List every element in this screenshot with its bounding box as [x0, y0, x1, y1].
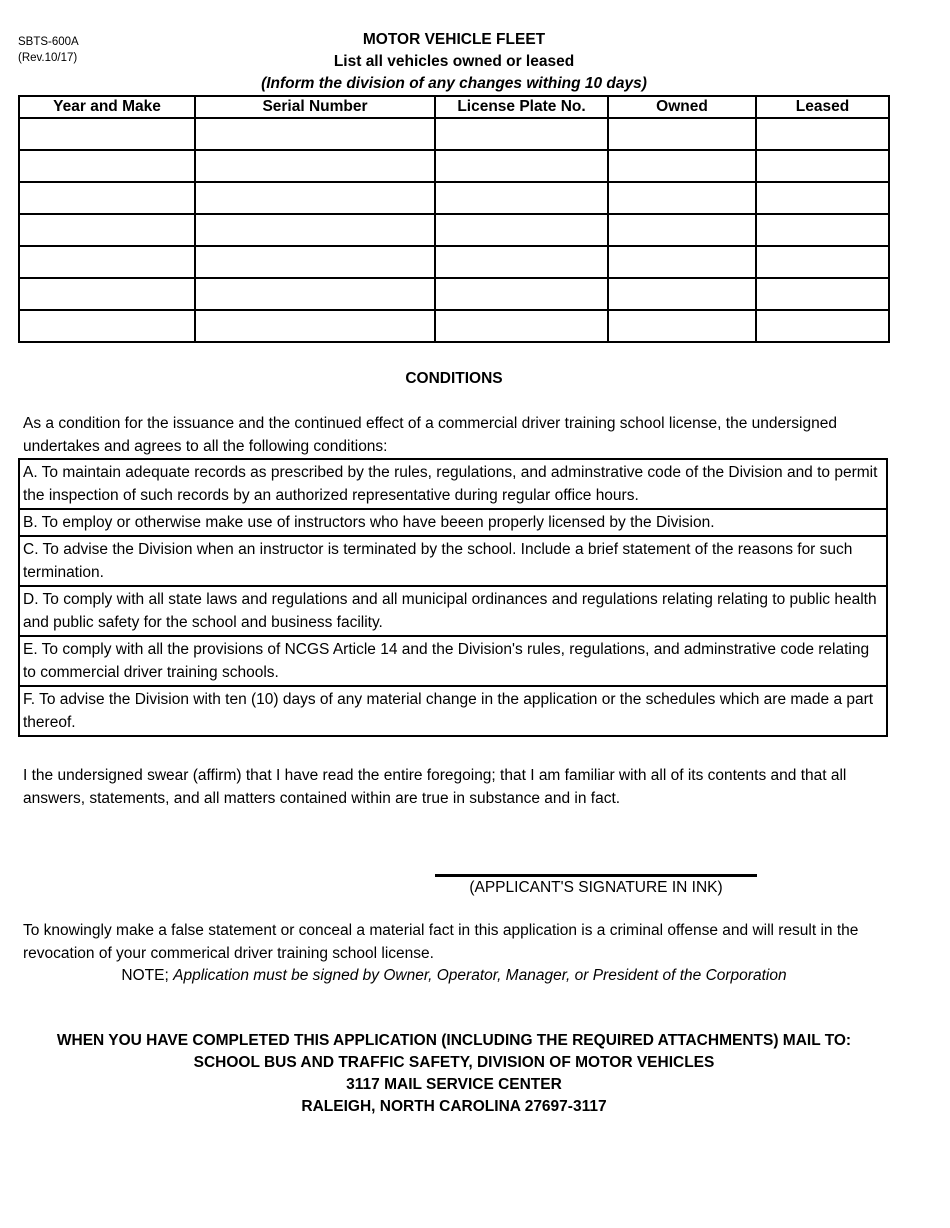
- warning-text: To knowingly make a false statement or conceal a material fact in this application is a criminal offense and will result in the revocation of your commerical driver training school license.: [23, 922, 859, 962]
- column-header-serial-number: Serial Number: [195, 96, 435, 118]
- condition-b: B. To employ or otherwise make use of instructors who have beeen properly licensed by the Division.: [20, 510, 886, 537]
- condition-d: D. To comply with all state laws and regulations and all municipal ordinances and regulations relating relating to public health and public safety for the school and business facility.: [20, 587, 886, 637]
- mailing-instruction: WHEN YOU HAVE COMPLETED THIS APPLICATION (INCLUDING THE REQUIRED ATTACHMENTS) MAIL TO:: [56, 1032, 852, 1049]
- cell-serial-number[interactable]: [195, 182, 435, 214]
- vehicle-fleet-table: [18, 95, 890, 343]
- cell-license-plate[interactable]: [435, 278, 608, 310]
- cell-year-make[interactable]: [19, 246, 195, 278]
- cell-serial-number[interactable]: [195, 310, 435, 342]
- cell-serial-number[interactable]: [195, 278, 435, 310]
- note-prefix: NOTE;: [121, 967, 169, 984]
- condition-c: C. To advise the Division when an instructor is terminated by the school. Include a brief statement of the reasons for such termination.: [20, 537, 886, 587]
- cell-owned[interactable]: [608, 214, 756, 246]
- note-text: Application must be signed by Owner, Operator, Manager, or President of the Corporation: [173, 967, 787, 984]
- table-header-row: [19, 96, 889, 118]
- cell-serial-number[interactable]: [195, 118, 435, 150]
- cell-owned[interactable]: [608, 118, 756, 150]
- cell-owned[interactable]: [608, 246, 756, 278]
- conditions-list: [18, 458, 888, 737]
- column-header-year-make: Year and Make: [19, 96, 195, 118]
- cell-owned[interactable]: [608, 182, 756, 214]
- cell-year-make[interactable]: [19, 278, 195, 310]
- cell-owned[interactable]: [608, 310, 756, 342]
- condition-f: F. To advise the Division with ten (10) days of any material change in the application or the schedules which are made a part thereof.: [23, 691, 874, 731]
- table-row: [19, 150, 889, 182]
- table-row: [19, 214, 889, 246]
- table-row: [19, 182, 889, 214]
- cell-leased[interactable]: [756, 246, 889, 278]
- table-row: [19, 118, 889, 150]
- form-revision: (Rev.10/17): [18, 52, 78, 64]
- mailing-line-3: RALEIGH, NORTH CAROLINA 27697-3117: [301, 1098, 607, 1115]
- cell-serial-number[interactable]: [195, 246, 435, 278]
- cell-owned[interactable]: [608, 278, 756, 310]
- signature-label: (APPLICANT'S SIGNATURE IN INK): [469, 879, 723, 896]
- cell-year-make[interactable]: [19, 310, 195, 342]
- page-subtitle: List all vehicles owned or leased: [333, 53, 575, 70]
- cell-serial-number[interactable]: [195, 214, 435, 246]
- table-row: [19, 278, 889, 310]
- cell-year-make[interactable]: [19, 150, 195, 182]
- cell-license-plate[interactable]: [435, 310, 608, 342]
- column-header-owned: Owned: [608, 96, 756, 118]
- title-block: [0, 29, 908, 95]
- cell-year-make[interactable]: [19, 118, 195, 150]
- cell-license-plate[interactable]: [435, 214, 608, 246]
- cell-leased[interactable]: [756, 214, 889, 246]
- cell-license-plate[interactable]: [435, 118, 608, 150]
- page-instruction: (Inform the division of any changes withing 10 days): [261, 75, 647, 92]
- cell-license-plate[interactable]: [435, 182, 608, 214]
- cell-license-plate[interactable]: [435, 150, 608, 182]
- condition-e: E. To comply with all the provisions of NCGS Article 14 and the Division's rules, regulations, and adminstrative code relating to commercial driver training schools.: [20, 637, 886, 687]
- cell-year-make[interactable]: [19, 214, 195, 246]
- cell-serial-number[interactable]: [195, 150, 435, 182]
- table-row: [19, 310, 889, 342]
- cell-year-make[interactable]: [19, 182, 195, 214]
- column-header-license-plate: License Plate No.: [435, 96, 608, 118]
- mailing-line-2: 3117 MAIL SERVICE CENTER: [346, 1076, 562, 1093]
- cell-license-plate[interactable]: [435, 246, 608, 278]
- column-header-leased: Leased: [756, 96, 889, 118]
- affirmation-text: I the undersigned swear (affirm) that I have read the entire foregoing; that I am familiar with all of its contents and that all answers, statements, and all matters contained within are true in substance and in fact.: [23, 767, 847, 807]
- page-title: MOTOR VEHICLE FLEET: [362, 31, 546, 48]
- table-row: [19, 246, 889, 278]
- conditions-intro: As a condition for the issuance and the continued effect of a commercial driver training school license, the undersigned undertakes and agrees to all the following conditions:: [23, 415, 837, 455]
- mailing-address-block: [0, 1030, 908, 1118]
- cell-leased[interactable]: [756, 150, 889, 182]
- condition-a: A. To maintain adequate records as prescribed by the rules, regulations, and adminstrative code of the Division and to permit the inspection of such records by an authorized representative during regular office hours.: [20, 460, 886, 510]
- form-code: SBTS-600A: [18, 36, 79, 48]
- cell-leased[interactable]: [756, 182, 889, 214]
- cell-leased[interactable]: [756, 118, 889, 150]
- mailing-line-1: SCHOOL BUS AND TRAFFIC SAFETY, DIVISION OF MOTOR VEHICLES: [193, 1054, 715, 1071]
- cell-leased[interactable]: [756, 278, 889, 310]
- cell-leased[interactable]: [756, 310, 889, 342]
- conditions-title: CONDITIONS: [405, 370, 503, 387]
- note: [0, 964, 908, 987]
- cell-owned[interactable]: [608, 150, 756, 182]
